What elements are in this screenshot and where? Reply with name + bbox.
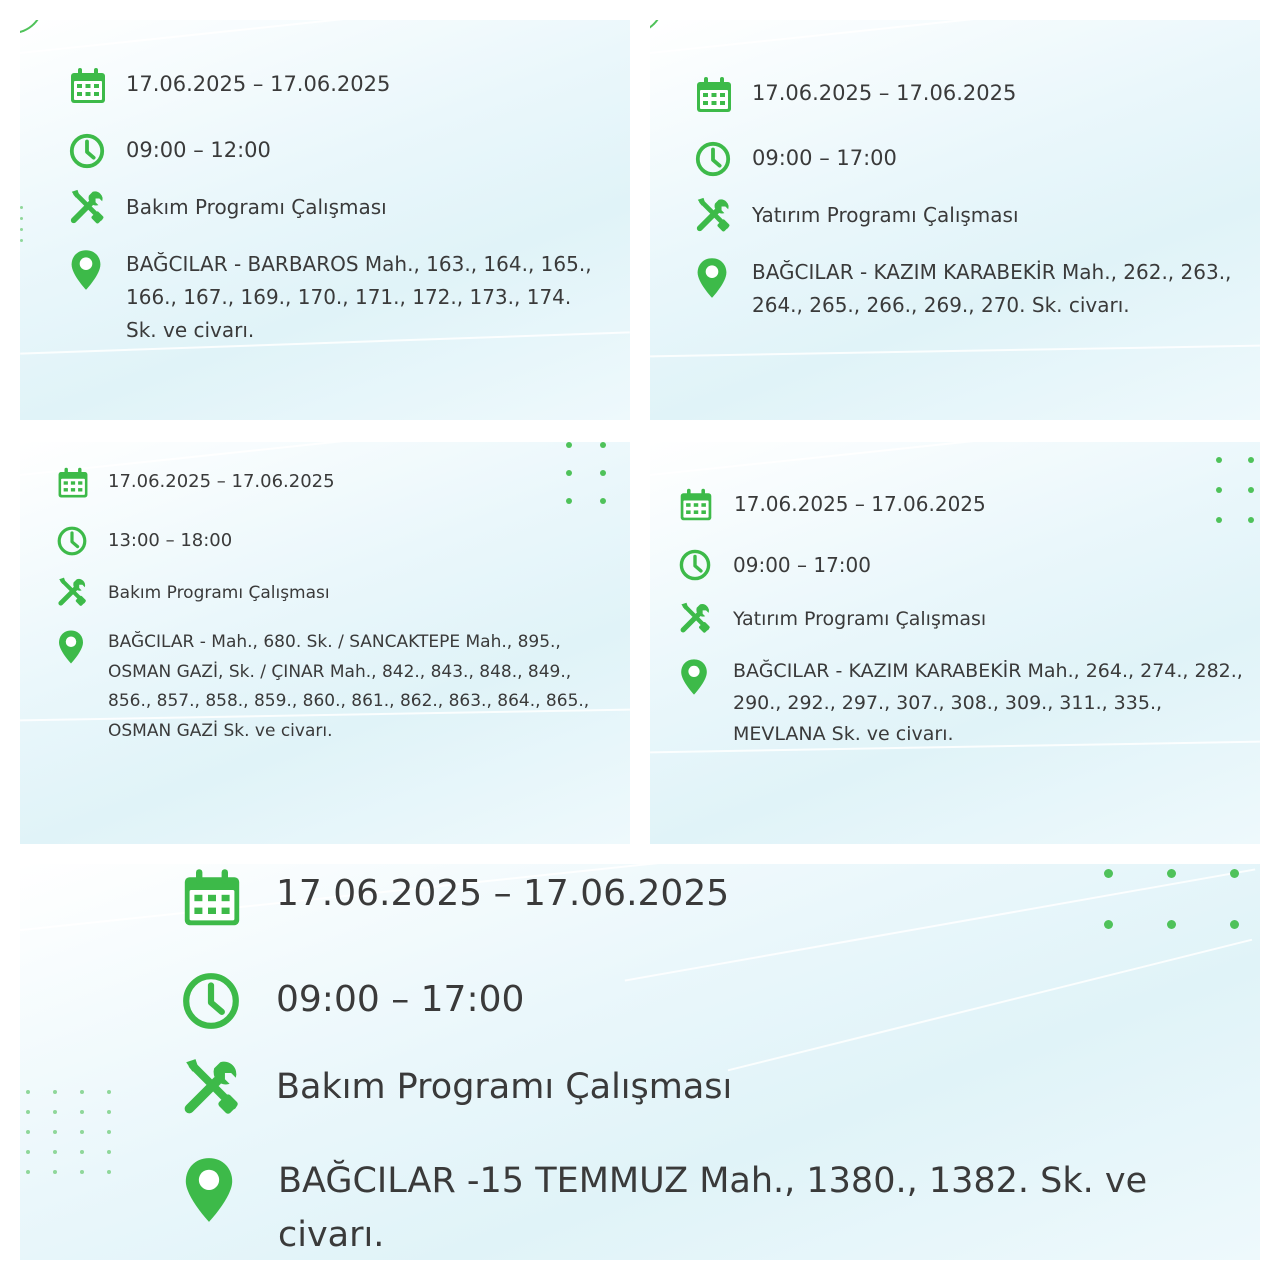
decorative-dots (20, 206, 24, 242)
time-row (678, 548, 871, 582)
time-row (180, 970, 524, 1032)
work-type-text: Bakım Programı Çalışması (108, 583, 330, 603)
date-text: 17.06.2025 – 17.06.2025 (752, 81, 1017, 105)
location-row (56, 628, 616, 746)
work-type-row (694, 196, 1019, 234)
time-text: 09:00 – 17:00 (733, 553, 871, 577)
calendar-icon (56, 466, 90, 500)
decorative-dots (1216, 457, 1254, 523)
calendar-icon (694, 75, 734, 115)
location-row (678, 656, 1248, 751)
time-row (694, 140, 897, 178)
time-text: 09:00 – 17:00 (276, 979, 525, 1020)
clock-icon (56, 525, 88, 557)
time-text: 09:00 – 12:00 (126, 138, 271, 162)
location-text: BAĞCILAR - BARBAROS Mah., 163., 164., 165., 166., 167., 169., 170., 171., 172., 173., 174. Sk. ve civarı. (126, 252, 592, 342)
tools-icon (180, 1056, 242, 1118)
location-pin-icon (694, 256, 730, 300)
time-row (68, 132, 271, 170)
date-row (694, 75, 1016, 115)
location-pin-icon (56, 628, 86, 666)
location-text: BAĞCILAR -15 TEMMUZ Mah., 1380., 1382. Sk. ve civarı. (278, 1161, 1148, 1255)
location-pin-icon (68, 248, 104, 292)
calendar-icon (68, 66, 108, 106)
decorative-dots (1104, 869, 1239, 929)
outage-card-2 (650, 20, 1260, 420)
location-row (68, 248, 608, 347)
decorative-arc (650, 20, 664, 34)
decorative-arc (20, 20, 44, 34)
tools-icon (678, 601, 712, 635)
location-pin-icon (678, 656, 710, 698)
clock-icon (68, 132, 106, 170)
clock-icon (678, 548, 712, 582)
decorative-dots (566, 442, 606, 504)
work-type-row (678, 601, 986, 637)
work-type-row (180, 1056, 732, 1118)
location-text: BAĞCILAR - Mah., 680. Sk. / SANCAKTEPE Mah., 895., OSMAN GAZİ, Sk. / ÇINAR Mah., 842., 843., 848., 849., 856., 857., 858., 859., 860., 861., 862., 863., 864., 865., OSMAN GAZİ Sk. ve civarı. (108, 632, 590, 741)
work-type-row (68, 188, 387, 226)
time-text: 13:00 – 18:00 (108, 530, 233, 551)
work-type-text: Bakım Programı Çalışması (126, 195, 387, 219)
tools-icon (68, 188, 106, 226)
work-type-text: Bakım Programı Çalışması (276, 1067, 733, 1107)
outage-card-3 (20, 442, 630, 844)
date-row (678, 487, 986, 523)
decorative-dots-left (26, 1090, 111, 1174)
work-type-text: Yatırım Programı Çalışması (752, 203, 1019, 227)
date-text: 17.06.2025 – 17.06.2025 (108, 471, 335, 492)
date-text: 17.06.2025 – 17.06.2025 (734, 492, 986, 516)
location-text: BAĞCILAR - KAZIM KARABEKİR Mah., 262., 263., 264., 265., 266., 269., 270. Sk. civarı. (752, 260, 1232, 317)
date-row (68, 66, 390, 106)
outage-card-4 (650, 442, 1260, 844)
tools-icon (56, 576, 88, 608)
location-row (694, 256, 1254, 322)
location-text: BAĞCILAR - KAZIM KARABEKİR Mah., 264., 274., 282., 290., 292., 297., 307., 308., 309., 311., 335., MEVLANA Sk. ve civarı. (733, 660, 1243, 745)
calendar-icon (180, 866, 244, 930)
outage-card-5 (20, 864, 1260, 1260)
date-row (56, 466, 335, 500)
clock-icon (694, 140, 732, 178)
time-row (56, 525, 232, 557)
tools-icon (694, 196, 732, 234)
date-text: 17.06.2025 – 17.06.2025 (126, 72, 391, 96)
date-text: 17.06.2025 – 17.06.2025 (276, 873, 730, 914)
work-type-text: Yatırım Programı Çalışması (733, 608, 987, 630)
work-type-row (56, 576, 330, 610)
outage-card-1 (20, 20, 630, 420)
calendar-icon (678, 487, 714, 523)
date-row (180, 866, 729, 930)
location-row (180, 1154, 1180, 1260)
location-pin-icon (180, 1154, 238, 1226)
clock-icon (180, 970, 242, 1032)
time-text: 09:00 – 17:00 (752, 146, 897, 170)
